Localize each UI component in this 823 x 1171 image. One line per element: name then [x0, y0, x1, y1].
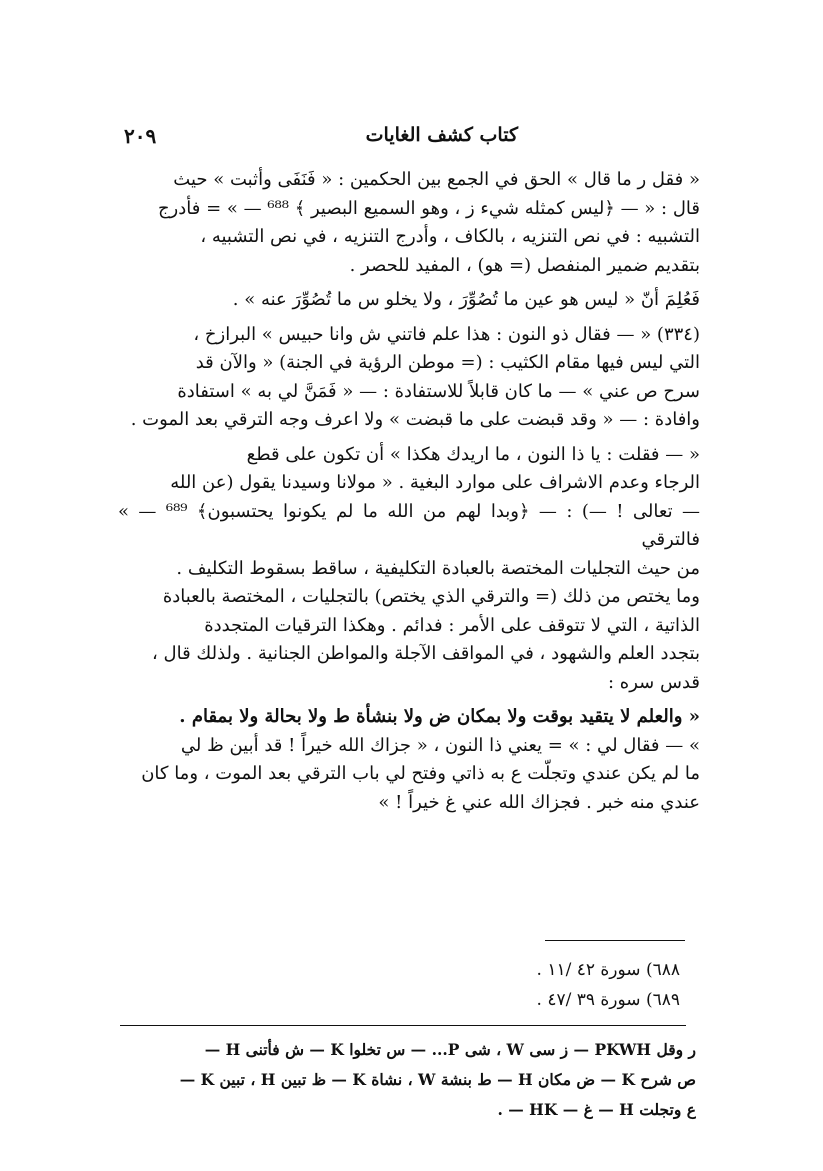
apparatus-divider [120, 1025, 686, 1026]
text-line: الذاتية ، التي لا تتوقف على الأمر : فدائم . وهكذا الترقيات المتجددة [204, 614, 700, 636]
text-line: الرجاء وعدم الاشراف على موارد البغية . « مولانا وسيدنا يقول (عن الله [170, 472, 700, 493]
page-number: ٢٠٩ [124, 124, 157, 148]
text-line: قدس سره : [608, 671, 700, 693]
apparatus-line: ع وتجلت H — غ — HK — . [497, 1100, 696, 1119]
text-line: « والعلم لا يتقيد بوقت ولا بمكان ض ولا بنشأة ط ولا بحالة ولا بمقام . [179, 706, 700, 727]
text-line: بتجدد العلم والشهود ، في المواقف الآجلة والمواطن الجنانية . ولذلك قال ، [152, 643, 700, 664]
critical-apparatus [100, 1035, 696, 1125]
text-line: بتقديم ضمير المنفصل (= هو) ، المفيد للحصر . [349, 254, 700, 276]
text-line: من حيث التجليات المختصة بالعبادة التكليفية ، ساقط بسقوط التكليف . [176, 557, 700, 579]
text-line: سرح ص عني » — ما كان قابلاً للاستفادة : — « فَمَنَّ لي به » استفادة [177, 380, 700, 402]
text-line: التشبيه : في نص التنزيه ، بالكاف ، وأدرج التنزيه ، في نص التشبيه ، [200, 226, 700, 247]
text-line: (٣٣٤) « — فقال ذو النون : هذا علم فاتني ش وانا حبيس » البرازخ ، [193, 323, 700, 345]
main-text [118, 166, 700, 817]
apparatus-line: ص شرح K — ض مكان H — ط بنشة W ، نشاة K — ظ تبين H ، تبين K — [179, 1070, 696, 1089]
footnote-divider [545, 940, 685, 941]
footnote: ٦٨٨) سورة ٤٢ /١١ . [536, 960, 680, 980]
text-line: — تعالى ! —) : — ﴿وبدا لهم من الله ما لم يكونوا يحتسبون﴾ ⁶⁸⁹ — » فالترقي [118, 500, 700, 550]
apparatus-line: ر وقل PKWH — ز سى W ، شى P... — س تخلوا K — ش فأتنى H — [204, 1040, 696, 1059]
text-line: التي ليس فيها مقام الكثيب : (= موطن الرؤية في الجنة) « والآن قد [195, 352, 700, 373]
text-line: « — فقلت : يا ذا النون ، ما اريدك هكذا » أن تكون على قطع [246, 443, 700, 465]
text-line: وافادة : — « وقد قبضت على ما قبضت » ولا اعرف وجه الترقي بعد الموت . [130, 409, 700, 430]
text-line: « فقل ر ما قال » الحق في الجمع بين الحكمين : « فَنَفَى وأثبت » حيث [173, 169, 700, 190]
text-line: قال : « — ﴿ليس كمثله شيء ز ، وهو السميع البصير ﴾ ⁶⁸⁸ — » = فأدرج [157, 197, 700, 219]
page-header [124, 124, 698, 154]
running-title: كتاب كشف الغايات [365, 124, 518, 146]
text-line: عندي منه خبر . فجزاك الله عني غ خيراً ! » [378, 791, 700, 813]
footnotes [440, 955, 680, 1015]
text-line: وما يختص من ذلك (= والترقي الذي يختص) بالتجليات ، المختصة بالعبادة [162, 586, 700, 607]
text-line: ما لم يكن عندي وتجلّت ع به ذاتي وفتح لي باب الترقي بعد الموت ، وما كان [141, 763, 700, 784]
text-line: فَعُلِمَ أنّ « ليس هو عين ما تُصُوِّرَ ، ولا يخلو س ما تُصُوِّرَ عنه » . [232, 289, 700, 310]
text-line: » — فقال لي : » = يعني ذا النون ، « جزاك الله خيراً ! قد أبين ظ لي [180, 734, 700, 756]
footnote: ٦٨٩) سورة ٣٩ /٤٧ . [536, 990, 680, 1010]
